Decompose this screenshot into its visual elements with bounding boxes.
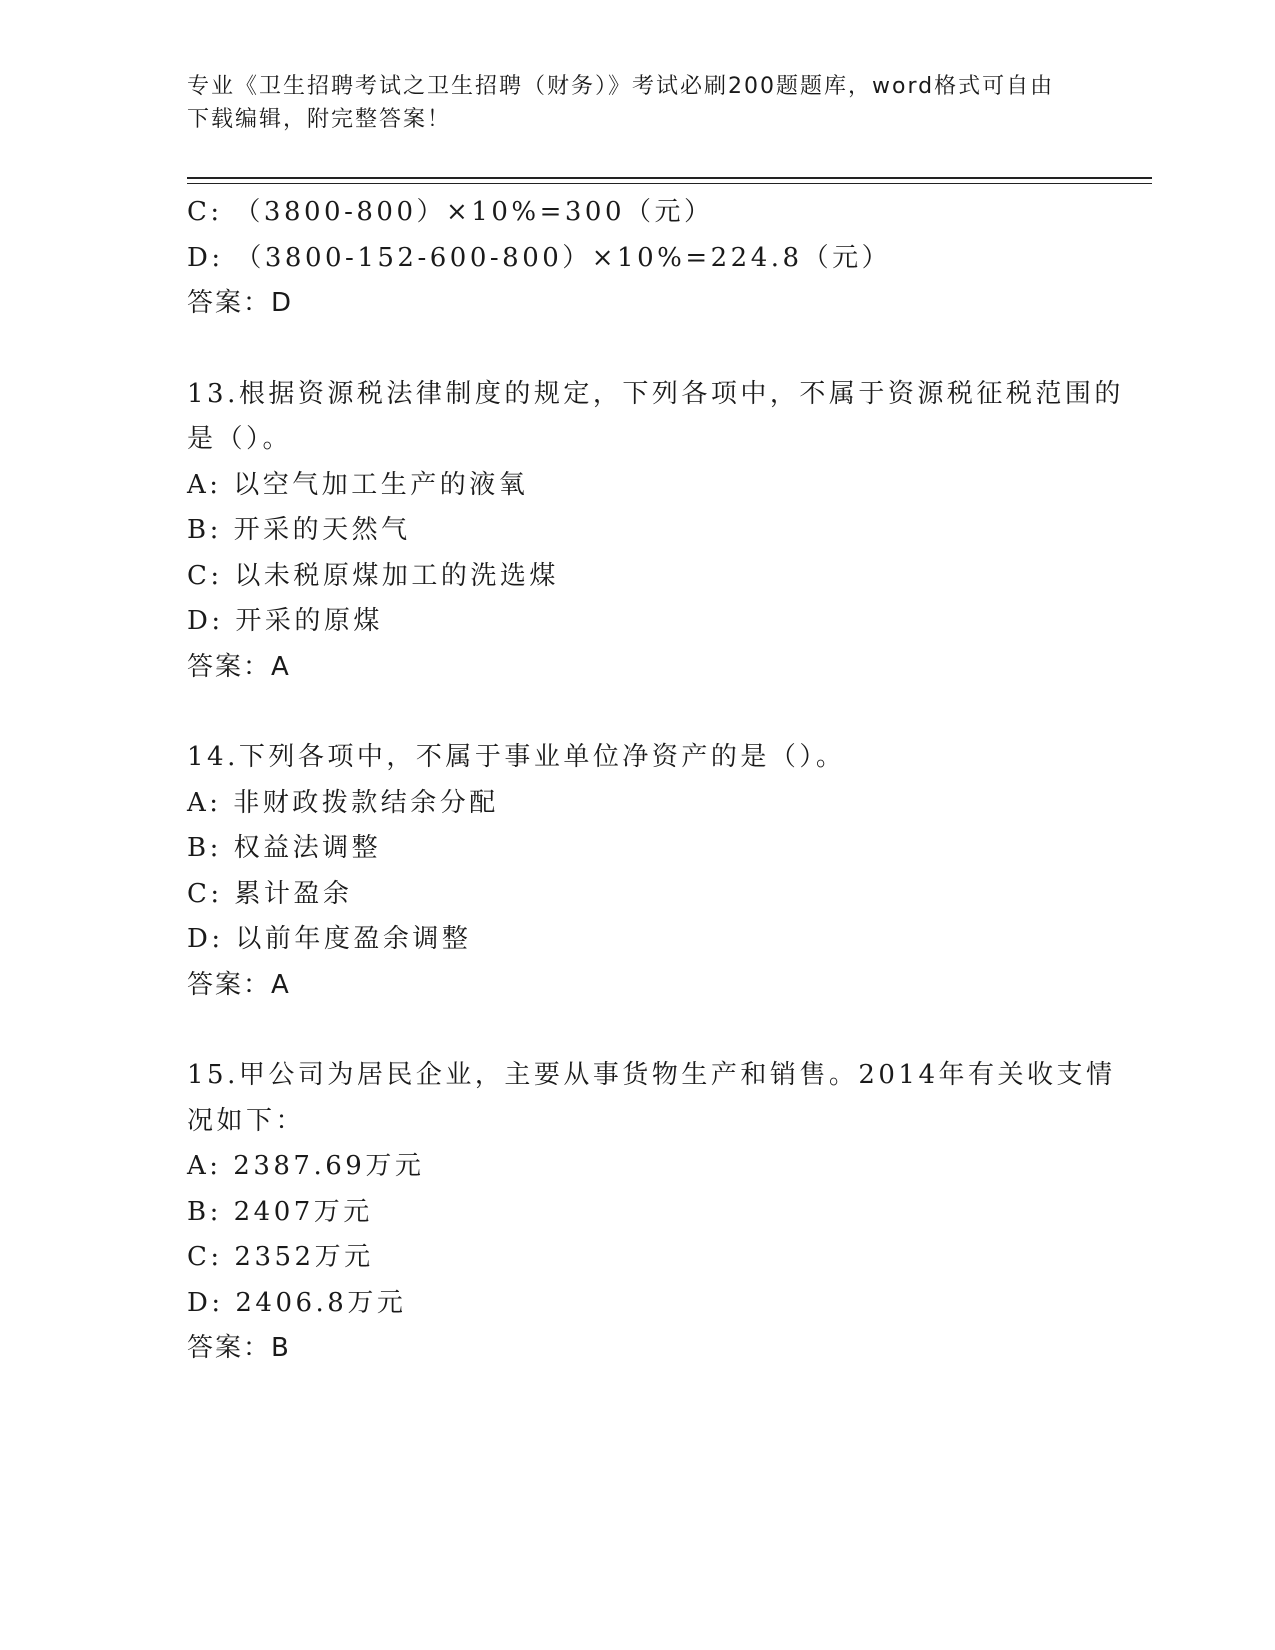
option-b: B: 2407万元 bbox=[187, 1196, 373, 1227]
option-c: C: 累计盈余 bbox=[187, 878, 353, 909]
answer: 答案：A bbox=[187, 651, 291, 682]
answer: 答案：B bbox=[187, 1333, 291, 1363]
option-c: C: （3800-800）×10%=300（元） bbox=[187, 197, 714, 227]
option-c: C: 2352万元 bbox=[187, 1242, 374, 1272]
option-a: A: 以空气加工生产的液氧 bbox=[187, 469, 529, 500]
option-c: C: 以未税原煤加工的洗选煤 bbox=[187, 560, 559, 591]
document-body bbox=[187, 190, 1137, 1372]
option-d: D: 2406.8万元 bbox=[187, 1287, 407, 1318]
option-b: B: 开采的天然气 bbox=[187, 515, 411, 545]
option-d: D: 以前年度盈余调整 bbox=[187, 924, 472, 954]
question-15 bbox=[187, 1053, 1137, 1372]
question-13 bbox=[187, 372, 1137, 691]
answer: 答案：A bbox=[187, 969, 291, 1000]
header-divider-thick bbox=[187, 177, 1152, 179]
option-b: B: 权益法调整 bbox=[187, 833, 382, 863]
question-stem: 15.甲公司为居民企业，主要从事货物生产和销售。2014年有关收支情况如下： bbox=[187, 1060, 1116, 1136]
question-12-continuation bbox=[187, 190, 1137, 327]
document-header bbox=[187, 70, 1067, 136]
option-a: A: 非财政拨款结余分配 bbox=[187, 787, 499, 818]
question-14 bbox=[187, 735, 1137, 1008]
header-text: 专业《卫生招聘考试之卫生招聘（财务）》考试必刷200题题库，word格式可自由下载编辑，附完整答案！ bbox=[187, 74, 1055, 132]
header-divider-thin bbox=[187, 183, 1152, 184]
option-d: D: （3800-152-600-800）×10%=224.8（元） bbox=[187, 242, 892, 273]
answer: 答案：D bbox=[187, 288, 294, 318]
option-a: A: 2387.69万元 bbox=[187, 1151, 425, 1181]
question-stem: 13.根据资源税法律制度的规定，下列各项中，不属于资源税征税范围的是（）。 bbox=[187, 378, 1124, 454]
question-stem: 14.下列各项中，不属于事业单位净资产的是（）。 bbox=[187, 742, 846, 772]
option-d: D: 开采的原煤 bbox=[187, 606, 383, 636]
